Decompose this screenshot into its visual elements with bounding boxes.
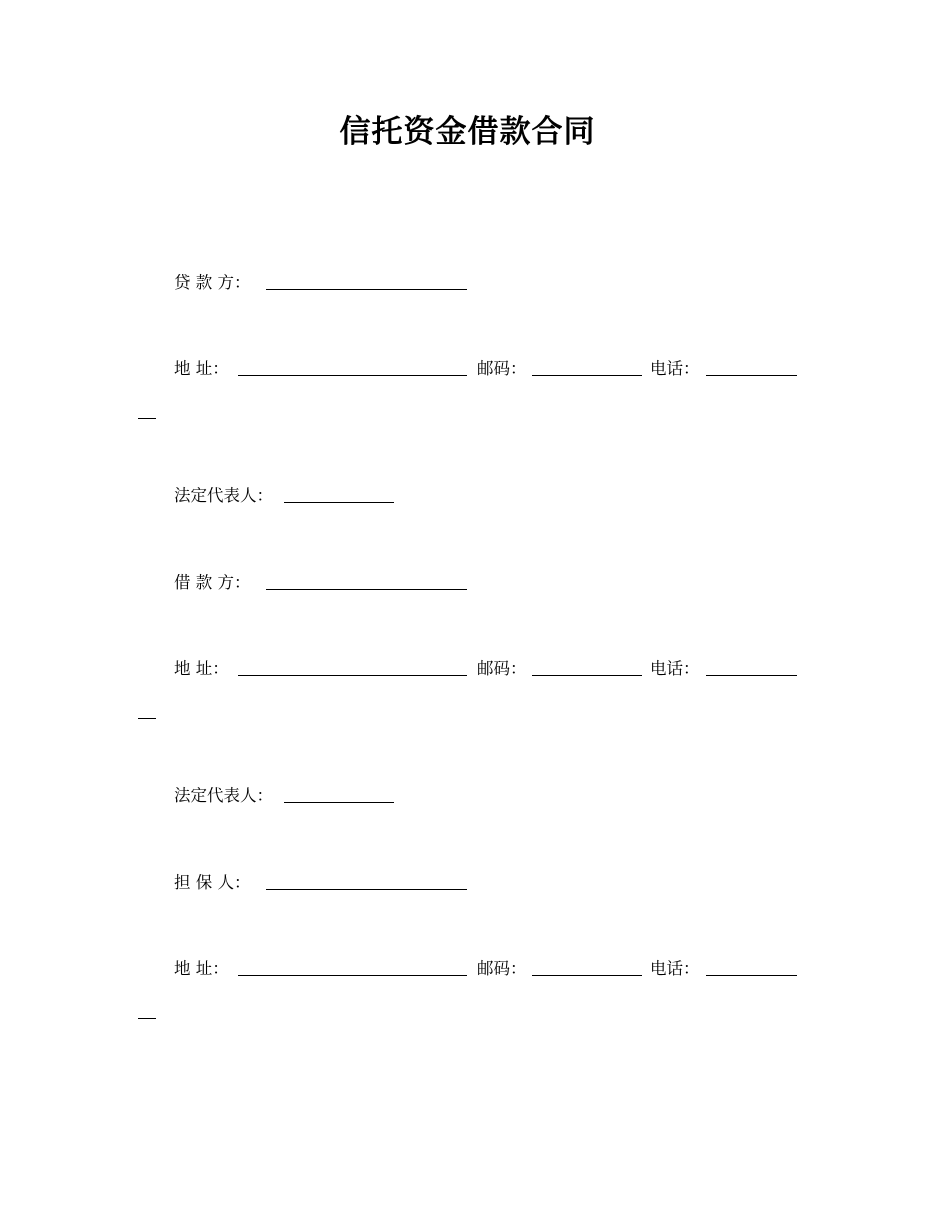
lender-name-label: 贷 款 方：	[174, 273, 251, 292]
lender-phone-blank[interactable]	[706, 375, 797, 376]
guarantor-phone-blank[interactable]	[706, 975, 797, 976]
document-title: 信托资金借款合同	[339, 114, 596, 150]
lender-legal-rep-blank[interactable]	[284, 502, 394, 503]
lender-phone-label: 电话：	[650, 359, 700, 378]
borrower-address-label: 地 址：	[174, 659, 229, 678]
guarantor-phone-blank-continuation	[138, 1018, 156, 1019]
borrower-phone-blank-continuation	[138, 718, 156, 719]
guarantor-phone-label: 电话：	[650, 959, 700, 978]
borrower-address-blank[interactable]	[238, 675, 467, 676]
borrower-name-blank[interactable]	[266, 589, 467, 590]
borrower-phone-blank[interactable]	[706, 675, 797, 676]
lender-legal-rep-label: 法定代表人：	[174, 486, 273, 505]
borrower-phone-label: 电话：	[650, 659, 700, 678]
borrower-legal-rep-label: 法定代表人：	[174, 786, 273, 805]
guarantor-name-blank[interactable]	[266, 889, 467, 890]
lender-address-label: 地 址：	[174, 359, 229, 378]
borrower-postcode-blank[interactable]	[532, 675, 642, 676]
borrower-legal-rep-blank[interactable]	[284, 802, 394, 803]
guarantor-address-label: 地 址：	[174, 959, 229, 978]
lender-postcode-label: 邮码：	[477, 359, 527, 378]
guarantor-postcode-label: 邮码：	[477, 959, 527, 978]
borrower-name-label: 借 款 方：	[174, 573, 251, 592]
guarantor-address-blank[interactable]	[238, 975, 467, 976]
lender-address-blank[interactable]	[238, 375, 467, 376]
lender-phone-blank-continuation	[138, 418, 156, 419]
lender-name-blank[interactable]	[266, 289, 467, 290]
borrower-postcode-label: 邮码：	[477, 659, 527, 678]
lender-postcode-blank[interactable]	[532, 375, 642, 376]
guarantor-postcode-blank[interactable]	[532, 975, 642, 976]
guarantor-name-label: 担 保 人：	[174, 873, 251, 892]
